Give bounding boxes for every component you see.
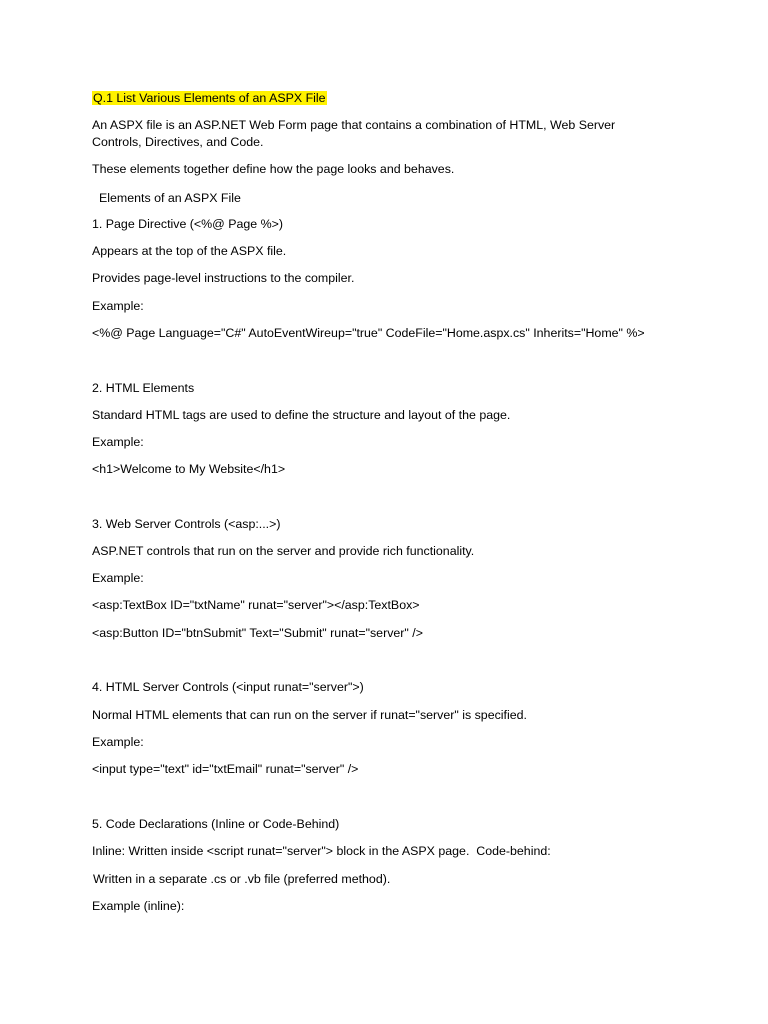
section-2-example-label: Example: [92, 435, 144, 449]
section-3-code-line-1: <asp:TextBox ID="txtName" runat="server"></asp:TextBox> [92, 598, 420, 612]
question-heading-text: Q.1 List Various Elements of an ASPX File [93, 91, 326, 105]
section-5-example-label: Example (inline): [92, 899, 185, 913]
section-2-paragraph-1: Standard HTML tags are used to define the structure and layout of the page. [92, 408, 511, 422]
section-4-example-label: Example: [92, 735, 144, 749]
intro-paragraph: An ASPX file is an ASP.NET Web Form page that contains a combination of HTML, Web Server Controls, Directives, and Code. [92, 118, 616, 149]
section-3-paragraph-1: ASP.NET controls that run on the server and provide rich functionality. [92, 544, 475, 558]
section-4-title: 4. HTML Server Controls (<input runat="server">) [92, 680, 364, 694]
section-1-code-line: <%@ Page Language="C#" AutoEventWireup="true" CodeFile="Home.aspx.cs" Inherits="Home" %> [92, 326, 645, 340]
section-3-code-line-2: <asp:Button ID="btnSubmit" Text="Submit" runat="server" /> [92, 626, 423, 640]
section-5-paragraph-1: Inline: Written inside <script runat="server"> block in the ASPX page. Code-behind: [92, 844, 551, 858]
section-3-example-label: Example: [92, 571, 144, 585]
intro-paragraph-2: These elements together define how the page looks and behaves. [92, 162, 455, 176]
section-1-example-label: Example: [92, 299, 144, 313]
section-1-title: 1. Page Directive (<%@ Page %>) [92, 217, 283, 231]
section-title: Elements of an ASPX File [99, 191, 241, 205]
section-5-paragraph-2: Written in a separate .cs or .vb file (preferred method). [93, 872, 391, 886]
section-1-paragraph-2: Provides page-level instructions to the compiler. [92, 271, 355, 285]
section-1-paragraph-1: Appears at the top of the ASPX file. [92, 244, 287, 258]
section-4-paragraph-1: Normal HTML elements that can run on the server if runat="server" is specified. [92, 708, 527, 722]
section-2-title: 2. HTML Elements [92, 381, 195, 395]
question-heading [92, 90, 327, 107]
section-5-title: 5. Code Declarations (Inline or Code-Behind) [92, 817, 340, 831]
section-3-title: 3. Web Server Controls (<asp:...>) [92, 517, 281, 531]
section-2-code-line: <h1>Welcome to My Website</h1> [92, 462, 286, 476]
section-4-code-line: <input type="text" id="txtEmail" runat="server" /> [92, 762, 359, 776]
